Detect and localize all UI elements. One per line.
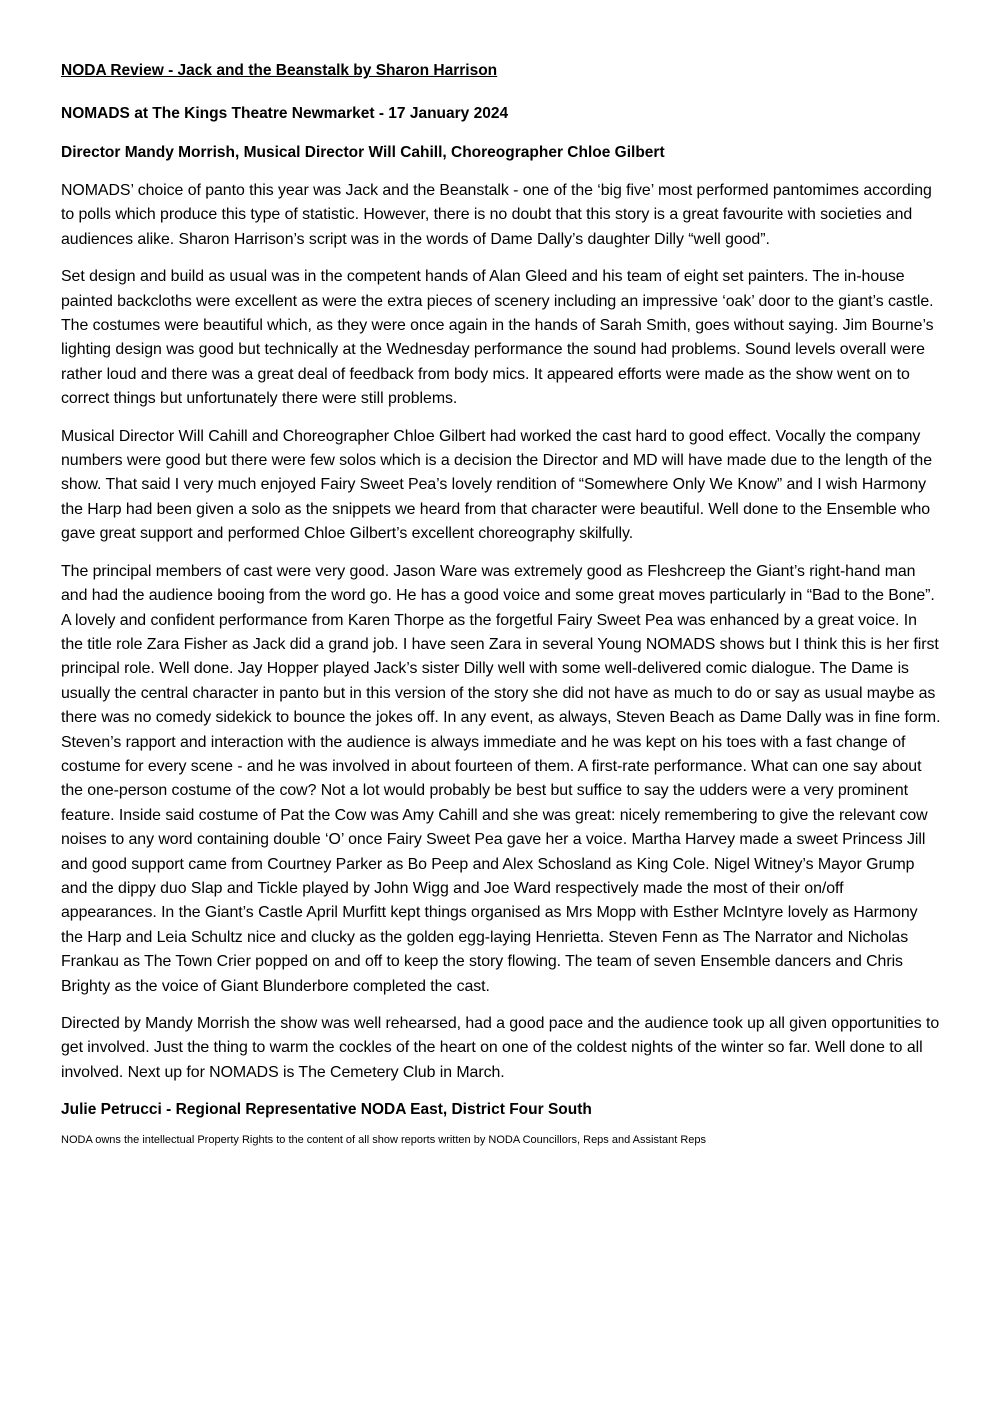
paragraph-intro: NOMADS’ choice of panto this year was Jack and the Beanstalk - one of the ‘big five’ most performed pantomimes according to polls which produce this type of statistic. However, there is no doubt that this story is a great favourite with societies and audiences alike. Sharon Harrison’s script was in the words of Dame Dally’s daughter Dilly “well good”. (61, 182, 932, 248)
production-credits: Director Mandy Morrish, Musical Director Will Cahill, Choreographer Chloe Gilbert (61, 144, 665, 161)
copyright-note: NODA owns the intellectual Property Rights to the content of all show reports written by NODA Councillors, Reps and Assistant Reps (61, 1134, 707, 1147)
reviewer-signature: Julie Petrucci - Regional Representative NODA East, District Four South (61, 1101, 592, 1119)
venue-and-date: NOMADS at The Kings Theatre Newmarket - 17 January 2024 (61, 105, 509, 122)
paragraph-set-design: Set design and build as usual was in the competent hands of Alan Gleed and his team of eight set painters. The in-house painted backcloths were excellent as were the extra pieces of scenery including an impressive ‘oak’ door to the giant’s castle. The costumes were beautiful which, as they were once again in the hands of Sarah Smith, goes without saying. Jim Bourne’s lighting design was good but technically at the Wednesday performance the sound had problems. Sound levels overall were rather loud and there was a great deal of feedback from body mics. It appeared efforts were made as the show went on to correct things but unfortunately there were still problems. (61, 268, 934, 408)
review-title: NODA Review - Jack and the Beanstalk by Sharon Harrison (61, 62, 498, 79)
review-document (61, 60, 941, 1148)
paragraph-direction: Directed by Mandy Morrish the show was well rehearsed, had a good pace and the audience took up all given opportunities to get involved. Just the thing to warm the cockles of the heart on one of the coldest nights of the winter so far. Well done to all involved. Next up for NOMADS is The Cemetery Club in March. (61, 1015, 940, 1081)
paragraph-cast: The principal members of cast were very good. Jason Ware was extremely good as Fleshcreep the Giant’s right-hand man and had the audience booing from the word go. He has a good voice and some great moves particularly in “Bad to the Bone”. A lovely and confident performance from Karen Thorpe as the forgetful Fairy Sweet Pea was enhanced by a great voice. In the title role Zara Fisher as Jack did a grand job. I have seen Zara in several Young NOMADS shows but I think this is her first principal role. Well done. Jay Hopper played Jack’s sister Dilly well with some well-delivered comic dialogue. The Dame is usually the central character in panto but in this version of the story she did not have as much to do or say as usual maybe as there was no comedy sidekick to bounce the jokes off. In any event, as always, Steven Beach as Dame Dally was in fine form. Steven’s rapport and interaction with the audience is always immediate and he was kept on his toes with a fast change of costume for every scene - and he was involved in about fourteen of them. A first-rate performance. What can one say about the one-person costume of the cow? Not a lot would probably be best but suffice to say the udders were a very prominent feature. Inside said costume of Pat the Cow was Amy Cahill and she was great: nicely remembering to give the relevant cow noises to any word containing double ‘O’ once Fairy Sweet Pea gave her a voice. Martha Harvey made a sweet Princess Jill and good support came from Courtney Parker as Bo Peep and Alex Schosland as King Cole. Nigel Witney’s Mayor Grump and the dippy duo Slap and Tickle played by John Wigg and Joe Ward respectively made the most of their on/off appearances. In the Giant’s Castle April Murfitt kept things organised as Mrs Mopp with Esther McIntyre lovely as Harmony the Harp and Leia Schultz nice and clucky as the golden egg-laying Henrietta. Steven Fenn as The Narrator and Nicholas Frankau as The Town Crier popped on and off to keep the story flowing. The team of seven Ensemble dancers and Chris Brighty as the voice of Giant Blunderbore completed the cast. (61, 562, 941, 995)
paragraph-music: Musical Director Will Cahill and Choreographer Chloe Gilbert had worked the cast hard to good effect. Vocally the company numbers were good but there were few solos which is a decision the Director and MD will have made due to the length of the show. That said I very much enjoyed Fairy Sweet Pea’s lovely rendition of “Somewhere Only We Know” and I wish Harmony the Harp had been given a solo as the snippets we heard from that character were beautiful. Well done to the Ensemble who gave great support and performed Chloe Gilbert’s excellent choreography skilfully. (61, 427, 933, 543)
